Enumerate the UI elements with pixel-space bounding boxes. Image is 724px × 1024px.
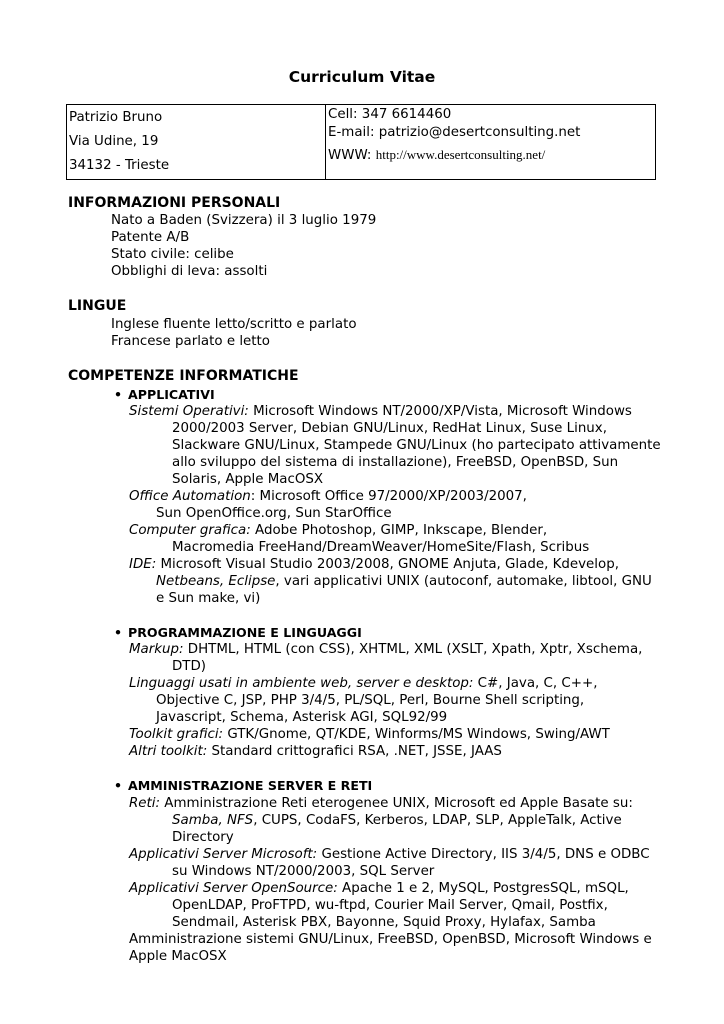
programming-block	[129, 641, 664, 760]
graphics-label: Computer grafica:	[129, 523, 251, 538]
markup-line: DTD)	[172, 659, 207, 674]
other-toolkit-line: Altri toolkit: Standard crittografici RSA, .NET, JSSE, JAAS	[129, 744, 502, 759]
languages-used-line: Javascript, Schema, Asterisk AGI, SQL92/99	[156, 710, 448, 725]
bullet-dot: •	[114, 778, 123, 793]
languages-block	[111, 316, 357, 350]
oss-server-line: OpenLDAP, ProFTPD, wu-ftpd, Courier Mail Server, Qmail, Postfix,	[172, 898, 608, 913]
office-line: Office Automation: Microsoft Office 97/2000/XP/2003/2007,	[129, 489, 527, 504]
contact-city: 34132 - Trieste	[69, 158, 170, 173]
personal-line: Obblighi di leva: assolti	[111, 264, 268, 279]
graphics-line: Computer grafica: Adobe Photoshop, GIMP, Inkscape, Blender,	[129, 523, 548, 538]
toolkit-line: Toolkit grafici: GTK/Gnome, QT/KDE, Winforms/MS Windows, Swing/AWT	[129, 727, 610, 742]
applicativi-block	[129, 403, 664, 607]
contact-cell-phone: Cell: 347 6614460	[328, 107, 452, 122]
languages-used-label: Linguaggi usati in ambiente web, server e desktop:	[129, 676, 474, 691]
contact-table	[66, 104, 656, 180]
document-title: Curriculum Vitae	[288, 68, 436, 86]
languages-used-line: Linguaggi usati in ambiente web, server e desktop: C#, Java, C, C++,	[129, 676, 598, 691]
website-link[interactable]: http://www.desertconsulting.net/	[375, 147, 546, 162]
oss-server-line: Sendmail, Asterisk PBX, Bayonne, Squid Proxy, Hylafax, Samba	[172, 915, 596, 930]
oss-server-label: Applicativi Server OpenSource:	[129, 881, 338, 896]
contact-website	[328, 146, 655, 165]
os-label: Sistemi Operativi:	[129, 404, 249, 419]
ide-label: IDE:	[129, 557, 157, 572]
contact-address-cell	[67, 105, 326, 179]
bullet-label: APPLICATIVI	[128, 387, 215, 402]
bullet-label: PROGRAMMAZIONE E LINGUAGGI	[128, 625, 362, 640]
contact-details-cell	[326, 105, 655, 179]
toolkit-label: Toolkit grafici:	[129, 727, 224, 742]
office-label: Office Automation	[129, 489, 251, 504]
os-line: Slackware GNU/Linux, Stampede GNU/Linux (ho partecipato attivamente	[172, 438, 661, 453]
language-line: Inglese fluente letto/scritto e parlato	[111, 317, 357, 332]
oss-server-line: Applicativi Server OpenSource: Apache 1 e 2, MySQL, PostgresSQL, mSQL,	[129, 881, 629, 896]
ide-line: e Sun make, vi)	[156, 591, 261, 606]
networks-line: Samba, NFS, CUPS, CodaFS, Kerberos, LDAP, SLP, AppleTalk, Active	[172, 813, 622, 828]
bullet-programming	[114, 625, 362, 640]
os-line: Sistemi Operativi: Microsoft Windows NT/2000/XP/Vista, Microsoft Windows	[129, 404, 632, 419]
section-heading-languages: LINGUE	[68, 298, 127, 314]
markup-line: Markup: DHTML, HTML (con CSS), XHTML, XML (XSLT, Xpath, Xptr, Xschema,	[129, 642, 643, 657]
os-line: Solaris, Apple MacOSX	[172, 472, 324, 487]
office-line: Sun OpenOffice.org, Sun StarOffice	[156, 506, 392, 521]
networks-line: Reti: Amministrazione Reti eterogenee UNIX, Microsoft ed Apple Basate su:	[129, 796, 633, 811]
sysadmin-line: Apple MacOSX	[129, 949, 227, 964]
ide-line: Netbeans, Eclipse, vari applicativi UNIX (autoconf, automake, libtool, GNU	[156, 574, 652, 589]
section-heading-personal: INFORMAZIONI PERSONALI	[68, 195, 281, 211]
networks-line: Directory	[172, 830, 234, 845]
languages-used-line: Objective C, JSP, PHP 3/4/5, PL/SQL, Perl, Bourne Shell scripting,	[156, 693, 585, 708]
ms-server-label: Applicativi Server Microsoft:	[129, 847, 318, 862]
markup-label: Markup:	[129, 642, 184, 657]
bullet-dot: •	[114, 387, 123, 402]
bullet-admin	[114, 778, 372, 793]
personal-line: Patente A/B	[111, 230, 190, 245]
contact-email: E-mail: patrizio@desertconsulting.net	[328, 125, 581, 140]
sysadmin-line: Amministrazione sistemi GNU/Linux, FreeBSD, OpenBSD, Microsoft Windows e	[129, 932, 652, 947]
personal-info-block	[111, 212, 376, 280]
contact-name: Patrizio Bruno	[69, 110, 163, 125]
networks-label: Reti:	[129, 796, 161, 811]
other-toolkit-label: Altri toolkit:	[129, 744, 208, 759]
admin-block	[129, 795, 664, 965]
bullet-applicativi	[114, 387, 215, 402]
personal-line: Nato a Baden (Svizzera) il 3 luglio 1979	[111, 213, 377, 228]
os-line: 2000/2003 Server, Debian GNU/Linux, RedHat Linux, Suse Linux,	[172, 421, 607, 436]
ide-line: IDE: Microsoft Visual Studio 2003/2008, GNOME Anjuta, Glade, Kdevelop,	[129, 557, 619, 572]
section-heading-it-skills: COMPETENZE INFORMATICHE	[68, 368, 299, 384]
website-label: WWW:	[328, 148, 372, 163]
language-line: Francese parlato e letto	[111, 334, 270, 349]
graphics-line: Macromedia FreeHand/DreamWeaver/HomeSite/Flash, Scribus	[172, 540, 590, 555]
bullet-label: AMMINISTRAZIONE SERVER E RETI	[128, 778, 373, 793]
ms-server-line: su Windows NT/2000/2003, SQL Server	[172, 864, 435, 879]
ms-server-line: Applicativi Server Microsoft: Gestione Active Directory, IIS 3/4/5, DNS e ODBC	[129, 847, 650, 862]
personal-line: Stato civile: celibe	[111, 247, 234, 262]
os-line: allo sviluppo del sistema di installazione), FreeBSD, OpenBSD, Sun	[172, 455, 619, 470]
contact-street: Via Udine, 19	[69, 134, 159, 149]
bullet-dot: •	[114, 625, 123, 640]
